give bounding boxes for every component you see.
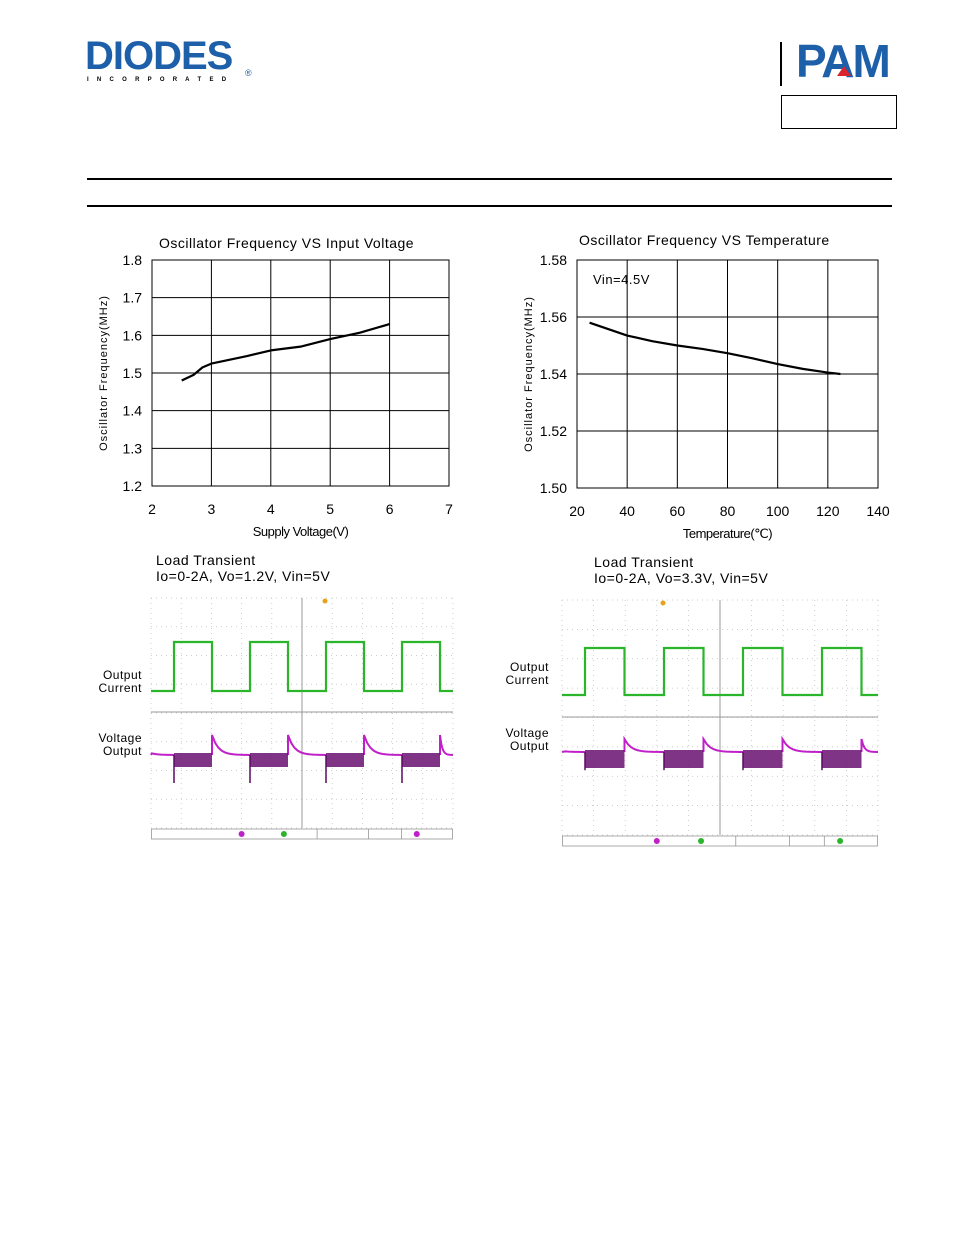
trigger-marker: [323, 599, 328, 604]
x-tick-label: 20: [569, 503, 585, 519]
diodes-logo-sub: I N C O R P O R A T E D: [87, 77, 230, 83]
series-line: [182, 324, 390, 381]
y-tick-label: 1.2: [122, 478, 142, 494]
y-tick-label: 1.54: [539, 366, 567, 382]
x-axis-label: Temperature(℃): [682, 526, 773, 541]
y-tick-label: 1.3: [122, 440, 142, 457]
pam-logo-name: PAM: [796, 35, 889, 87]
x-tick-label: 140: [866, 503, 890, 519]
x-tick-label: 60: [669, 503, 686, 519]
x-tick-label: 120: [816, 503, 840, 519]
scope1-screen: [151, 595, 453, 840]
y-tick-label: 1.56: [539, 309, 567, 325]
diodes-logo-name: DIODES: [85, 34, 233, 78]
x-tick-label: 2: [148, 501, 156, 517]
voltage-waveform-heavy-load: [822, 750, 862, 768]
diodes-logo: [85, 34, 260, 90]
y-tick-label: 1.4: [122, 402, 142, 419]
pam-logo: [796, 35, 900, 88]
part-number-box: [781, 95, 897, 129]
scope-status-bar: [563, 836, 878, 846]
x-tick-label: 3: [207, 501, 216, 517]
x-axis-label: Supply Voltage(V): [252, 524, 349, 539]
status-ch2-dot: [654, 838, 660, 844]
logo-divider: [780, 42, 782, 86]
y-axis-label: Oscillator Frequency(MHz): [98, 295, 110, 451]
status-ch1-dot: [698, 838, 704, 844]
status-trigger-dot: [414, 831, 420, 837]
scope2-title: Load Transient: [594, 554, 694, 570]
x-tick-label: 80: [719, 503, 736, 519]
scope1-label-voltage: Voltage Output: [98, 731, 142, 758]
header-rule-bottom: [87, 205, 892, 207]
scope2-subtitle: Io=0-2A, Vo=3.3V, Vin=5V: [594, 570, 769, 586]
y-tick-label: 1.8: [122, 252, 142, 268]
status-ch2-dot: [239, 831, 245, 837]
voltage-waveform-heavy-load: [402, 753, 440, 767]
x-tick-label: 7: [445, 501, 453, 517]
status-ch1-dot: [281, 831, 287, 837]
chart-title-osc-vs-temp: Oscillator Frequency VS Temperature: [579, 232, 830, 248]
diodes-logo-mark: ®: [245, 68, 252, 78]
voltage-waveform-heavy-load: [664, 750, 704, 768]
scope1-label-current: Output Current: [98, 668, 142, 695]
scope-status-bar: [152, 829, 453, 839]
x-tick-label: 4: [266, 501, 275, 517]
y-tick-label: 1.50: [539, 480, 567, 496]
trigger-marker: [661, 601, 666, 606]
y-tick-label: 1.52: [539, 423, 567, 439]
voltage-waveform-heavy-load: [743, 750, 783, 768]
voltage-waveform-heavy-load: [250, 753, 288, 767]
y-tick-label: 1.58: [539, 252, 567, 268]
pam-logo-accent: [837, 66, 851, 76]
chart-annotation: Vin=4.5V: [593, 272, 650, 287]
scope1-title: Load Transient: [156, 552, 256, 568]
x-tick-label: 5: [326, 501, 335, 517]
scope2-screen: [562, 597, 878, 847]
x-tick-label: 6: [385, 501, 394, 517]
y-tick-label: 1.6: [122, 327, 142, 344]
voltage-waveform-light-load: [562, 751, 585, 752]
y-tick-label: 1.7: [122, 289, 142, 306]
voltage-waveform-heavy-load: [585, 750, 625, 768]
y-axis-label: Oscillator Frequency(MHz): [523, 296, 535, 452]
chart-osc-vs-temp: [515, 250, 905, 550]
scope1-subtitle: Io=0-2A, Vo=1.2V, Vin=5V: [156, 568, 331, 584]
voltage-waveform-heavy-load: [174, 753, 212, 767]
scope2-label-voltage: Voltage Output: [505, 726, 549, 753]
y-tick-label: 1.5: [122, 365, 142, 381]
status-trigger-dot: [837, 838, 843, 844]
chart-osc-vs-vin: [100, 250, 460, 550]
x-tick-label: 100: [765, 503, 790, 519]
scope2-label-current: Output Current: [505, 660, 549, 687]
chart-title-osc-vs-vin: Oscillator Frequency VS Input Voltage: [159, 235, 415, 251]
voltage-waveform-heavy-load: [326, 753, 364, 767]
header-rule-top: [87, 178, 892, 180]
x-tick-label: 40: [619, 503, 635, 519]
